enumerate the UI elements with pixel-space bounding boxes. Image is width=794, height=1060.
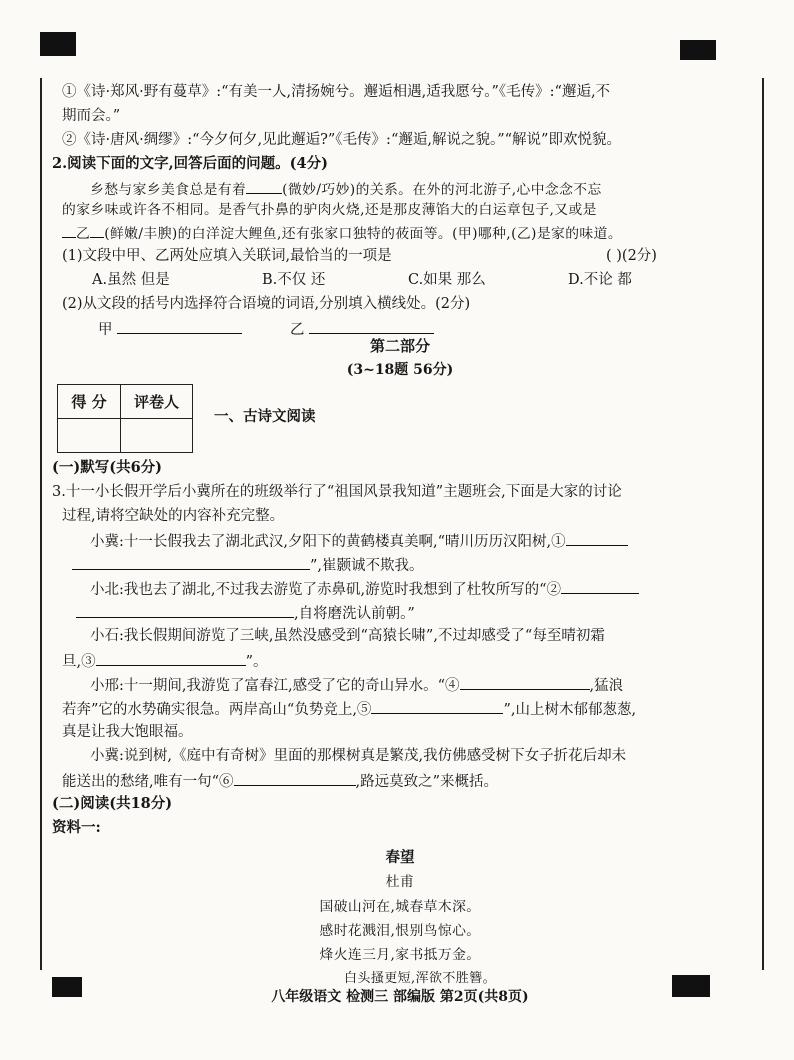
q2-sub1: (1)文段中甲、乙两处应填入关联词,最恰当的一项是 (62, 248, 392, 264)
registration-mark-top-right (680, 40, 716, 60)
p3-text-b: 旦,③ (62, 654, 96, 670)
p2-text-b: ,自将磨洗认前朝。” (294, 606, 415, 622)
p4-text-a2: ,猛浪 (589, 678, 624, 694)
intro-line-2: 期而会。” (62, 108, 121, 124)
intro-line-1: ①《诗·郑风·野有蔓草》:“有美一人,清扬婉兮。邂逅相遇,适我愿兮。”《毛传》:“邂逅,不 (62, 84, 611, 100)
blank-1b[interactable] (72, 554, 310, 570)
p3-text-c: ”。 (245, 654, 268, 670)
grader-header: 评卷人 (121, 385, 193, 419)
p5-text-b: 能送出的愁绪,唯有一句“⑥ (62, 774, 234, 790)
p4-line-a (90, 674, 623, 696)
option-c: C.如果 那么 (408, 272, 486, 288)
p3-line-a: 小石:我长假期间游览了三峡,虽然没感受到“高猿长啸”,不过却感受了“每至晴初霜 (90, 628, 605, 644)
option-b: B.不仅 还 (262, 272, 326, 288)
q2-heading: 2.阅读下面的文字,回答后面的问题。(4分) (52, 155, 328, 172)
p1-line-a (90, 530, 628, 552)
score-header: 得 分 (58, 385, 121, 419)
blank-2a[interactable] (561, 578, 639, 594)
poem-title: 春望 (385, 849, 415, 866)
moxie-heading: (一)默写(共6分) (52, 459, 163, 476)
p1-line-b (72, 554, 424, 576)
p2-line-b (76, 602, 415, 624)
p3-line-b (62, 650, 268, 672)
q2-passage-line-1 (90, 178, 602, 200)
p4-line-c: 真是让我大饱眼福。 (62, 724, 193, 740)
q2-sub1-answer[interactable]: ( )(2分) (606, 248, 657, 264)
q2-passage-1-pre: 乡愁与家乡美食总是有着 (90, 182, 247, 198)
blank-2b[interactable] (76, 602, 294, 618)
p4-text-b: 若奔”它的水势确实很急。两岸高山“负势竞上,⑤ (62, 702, 372, 718)
blank-1a[interactable] (566, 530, 628, 546)
option-d: D.不论 都 (568, 272, 632, 288)
poem-line-3: 烽火连三月,家书抵万金。 (319, 947, 481, 963)
blank-word-2b (90, 222, 104, 238)
p5-line-a: 小冀:说到树,《庭中有奇树》里面的那棵树真是繁茂,我仿佛感受树下女子折花后却未 (90, 748, 627, 764)
part2-subtitle: (3~18题 56分) (346, 362, 454, 378)
section1-title: 一、古诗文阅读 (214, 408, 316, 425)
poem-author: 杜甫 (385, 874, 415, 890)
p1-text-a: 小冀:十一长假我去了湖北武汉,夕阳下的黄鹤楼真美啊,“晴川历历汉阳树,① (90, 534, 566, 550)
p5-line-b (62, 770, 498, 792)
grader-cell[interactable] (121, 419, 193, 453)
blank-3[interactable] (96, 650, 246, 666)
q2-passage-1-post: (微妙/巧妙)的关系。在外的河北游子,心中念念不忘 (282, 182, 602, 198)
p4-text-b2: ”,山上树木郁郁葱葱, (503, 702, 637, 718)
option-a: A.虽然 但是 (92, 272, 170, 288)
blank-4[interactable] (460, 674, 590, 690)
p1-text-b: ”,崔颢诚不欺我。 (310, 558, 424, 574)
label-jia: 甲 (98, 322, 113, 338)
score-table (57, 384, 193, 453)
p4-line-b (62, 698, 636, 720)
blank-6[interactable] (234, 770, 356, 786)
blank-word-2a (62, 222, 76, 238)
yuedu-heading: (二)阅读(共18分) (52, 795, 173, 812)
q2-passage-3-pre: 乙 (76, 226, 91, 242)
q2-passage-line-3 (62, 222, 622, 244)
registration-mark-top-left (40, 32, 76, 56)
q2-passage-3-post: (鲜嫩/丰腴)的白洋淀大鲤鱼,还有张家口独特的莜面等。(甲)哪种,(乙)是家的味道。 (104, 226, 623, 242)
p5-text-b2: ,路远莫致之”来概括。 (355, 774, 499, 790)
p2-text-a: 小北:我也去了湖北,不过我去游览了赤鼻矶,游览时我想到了杜牧所写的“② (90, 582, 562, 598)
label-yi: 乙 (290, 322, 305, 338)
blank-jia[interactable] (117, 318, 242, 334)
score-cell[interactable] (58, 419, 121, 453)
part2-title: 第二部分 (369, 337, 430, 355)
poem-line-2: 感时花溅泪,恨别鸟惊心。 (319, 923, 481, 939)
p2-line-a (90, 578, 639, 600)
blank-yi[interactable] (309, 318, 434, 334)
page-footer: 八年级语文 检测三 部编版 第2页(共8页) (271, 989, 529, 1005)
q3-line-1: 3.十一小长假开学后小冀所在的班级举行了“祖国风景我知道”主题班会,下面是大家的讨论 (52, 484, 622, 500)
poem-line-1: 国破山河在,城春草木深。 (319, 899, 481, 915)
q2-passage-line-2: 的家乡味或许各不相同。是香气扑鼻的驴肉火烧,还是那皮薄馅大的白运章包子,又或是 (62, 202, 597, 218)
p4-text-a: 小邢:十一期间,我游览了富春江,感受了它的奇山异水。“④ (90, 678, 460, 694)
blank-5[interactable] (371, 698, 503, 714)
intro-line-3: ②《诗·唐风·绸缪》:“今夕何夕,见此邂逅?”《毛传》:“邂逅,解说之貌。”“解说”即欢悦貌。 (62, 132, 621, 148)
material-label: 资料一: (52, 819, 101, 836)
q2-sub2: (2)从文段的括号内选择符合语境的词语,分别填入横线处。(2分) (62, 296, 471, 312)
blank-word-1 (246, 178, 282, 194)
poem-line-4: 白头搔更短,浑欲不胜簪。 (344, 971, 496, 986)
q3-line-2: 过程,请将空缺处的内容补充完整。 (62, 508, 285, 524)
